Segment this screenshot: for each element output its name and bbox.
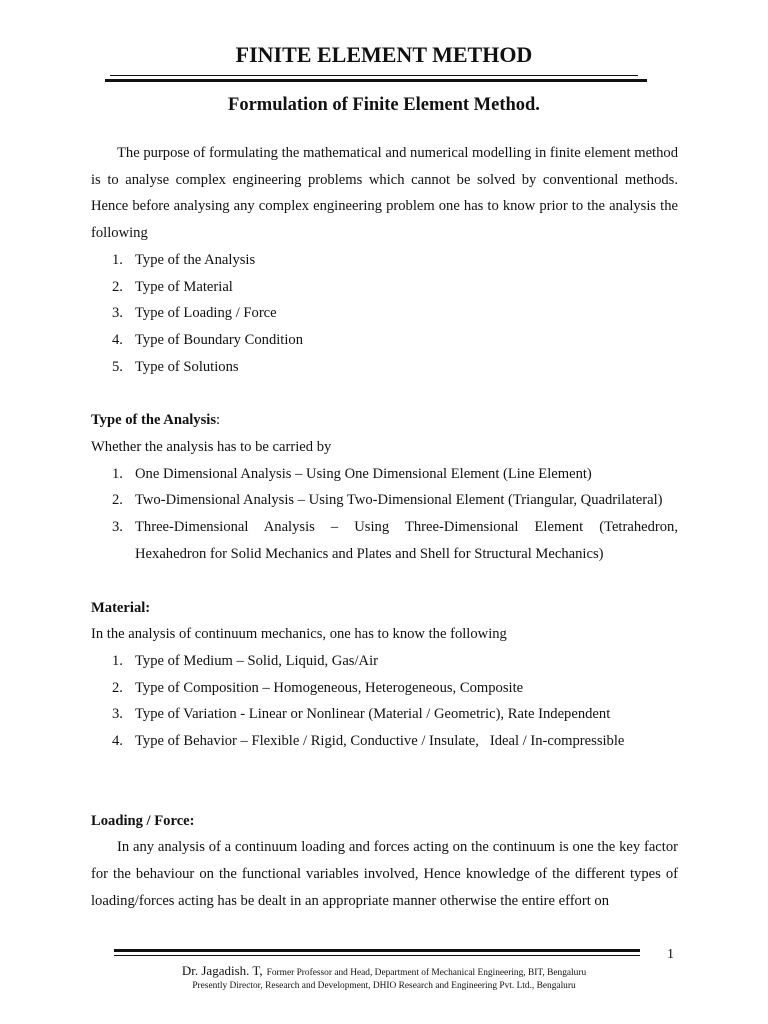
analysis-heading-suffix: : bbox=[216, 412, 221, 429]
section-gap bbox=[91, 755, 678, 808]
list-number: 3. bbox=[112, 305, 123, 322]
list-number: 2. bbox=[112, 492, 123, 509]
footer-rule-thick bbox=[114, 949, 640, 952]
list-item-text: Type of Solutions bbox=[135, 358, 239, 375]
loading-heading bbox=[91, 808, 678, 835]
list-item bbox=[91, 300, 678, 327]
footer-affiliation: Former Professor and Head, Department of Mechanical Engineering, BIT, Bengaluru bbox=[266, 968, 587, 978]
material-lead: In the analysis of continuum mechanics, one has to know the following bbox=[91, 626, 507, 643]
list-item bbox=[91, 461, 678, 488]
list-item bbox=[91, 701, 678, 728]
list-item-text: Three-Dimensional Analysis – Using Three-Dimensional Element (Tetrahedron, Hexahedron for Solid Mechanics and Plates and Shell for Structural Mechanics) bbox=[135, 519, 678, 562]
list-item bbox=[91, 728, 678, 755]
analysis-heading-text: Type of the Analysis bbox=[91, 412, 217, 429]
analysis-lead: Whether the analysis has to be carried by bbox=[91, 439, 332, 456]
list-item bbox=[91, 675, 678, 702]
list-number: 3. bbox=[112, 519, 123, 536]
list-item-text: Type of Variation - Linear or Nonlinear (Material / Geometric), Rate Independent bbox=[135, 706, 611, 723]
list-number: 1. bbox=[112, 652, 123, 669]
footer-rule-thin bbox=[114, 955, 640, 956]
footer-author-line bbox=[0, 963, 768, 981]
list-item-text: Type of Behavior – Flexible / Rigid, Conductive / Insulate, Ideal / In-compressible bbox=[135, 733, 625, 750]
title-rule-thick bbox=[105, 79, 647, 82]
section-gap bbox=[91, 380, 678, 407]
intro-list bbox=[91, 247, 678, 381]
list-number: 5. bbox=[112, 358, 123, 375]
list-item bbox=[91, 648, 678, 675]
analysis-list bbox=[91, 461, 678, 568]
list-number: 2. bbox=[112, 679, 123, 696]
list-item-text: Two-Dimensional Analysis – Using Two-Dimensional Element (Triangular, Quadrilateral) bbox=[135, 492, 663, 509]
list-number: 4. bbox=[112, 331, 123, 348]
list-item-text: Type of Boundary Condition bbox=[135, 331, 304, 348]
list-item bbox=[91, 247, 678, 274]
footer-position: Presently Director, Research and Development, DHIO Research and Engineering Pvt. Ltd., Bengaluru bbox=[192, 981, 576, 991]
material-heading-text: Material: bbox=[91, 599, 151, 616]
page-number: 1 bbox=[667, 947, 674, 962]
loading-heading-text: Loading / Force: bbox=[91, 812, 195, 829]
list-number: 2. bbox=[112, 278, 123, 295]
document-title: FINITE ELEMENT METHOD bbox=[235, 42, 533, 67]
document-subtitle: Formulation of Finite Element Method. bbox=[228, 95, 540, 115]
list-item bbox=[91, 354, 678, 381]
list-item bbox=[91, 487, 678, 514]
list-number: 4. bbox=[112, 733, 123, 750]
intro-paragraph: The purpose of formulating the mathematical and numerical modelling in finite element method is to analyse complex engineering problems which cannot be solved by conventional methods. Hence before analysing any complex engineering problem one has to know prior to the analysis the following bbox=[91, 145, 678, 242]
footer-author: Dr. Jagadish. T, bbox=[181, 963, 263, 978]
list-item-text: Type of Composition – Homogeneous, Heterogeneous, Composite bbox=[135, 679, 524, 696]
material-list bbox=[91, 648, 678, 755]
list-item bbox=[91, 274, 678, 301]
document-body bbox=[91, 140, 678, 915]
list-item-text: Type of Loading / Force bbox=[135, 305, 277, 322]
section-gap bbox=[91, 568, 678, 595]
analysis-heading bbox=[91, 407, 678, 434]
list-number: 1. bbox=[112, 251, 123, 268]
loading-paragraph: In any analysis of a continuum loading and forces acting on the continuum is one the key factor for the behaviour on the functional variables involved, Hence knowledge of the different types of loading/forces acting has be dealt in an appropriate manner otherwise the entire effort on bbox=[91, 839, 678, 909]
list-item bbox=[91, 327, 678, 354]
list-item-text: Type of the Analysis bbox=[135, 251, 256, 268]
list-item-text: One Dimensional Analysis – Using One Dimensional Element (Line Element) bbox=[135, 465, 592, 482]
title-rule-thin bbox=[110, 75, 638, 76]
list-item-text: Type of Medium – Solid, Liquid, Gas/Air bbox=[135, 652, 378, 669]
list-number: 1. bbox=[112, 465, 123, 482]
list-item-text: Type of Material bbox=[135, 278, 233, 295]
list-number: 3. bbox=[112, 706, 123, 723]
material-heading bbox=[91, 595, 678, 622]
list-item bbox=[91, 514, 678, 567]
